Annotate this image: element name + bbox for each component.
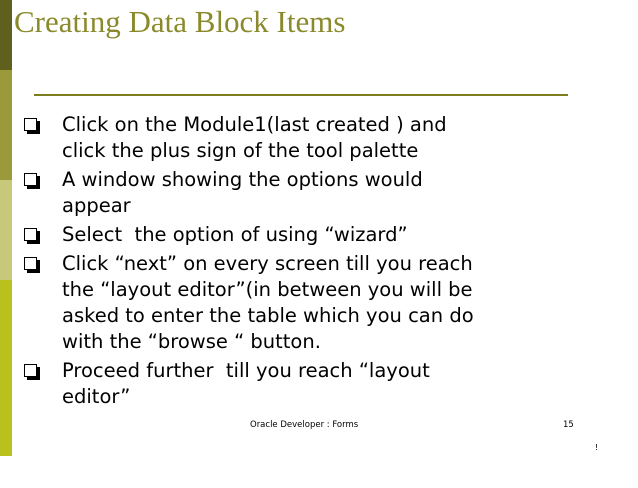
bullet-text-line: asked to enter the table which you can do (62, 304, 474, 327)
bullet-text-line: appear (62, 194, 131, 217)
square-bullet-icon (24, 173, 37, 186)
bullet-text-line: editor” (62, 385, 131, 408)
bullet-item (22, 167, 582, 219)
bullet-item (22, 251, 582, 355)
bullet-text-line: Select the option of using “wizard” (62, 223, 408, 246)
square-bullet-icon (24, 257, 37, 270)
bullet-text-line: the “layout editor”(in between you will be (62, 278, 473, 301)
bullet-text-line: Click on the Module1(last created ) and (62, 113, 447, 136)
left-accent-bar (0, 0, 12, 456)
accent-bar-segment (0, 0, 12, 70)
square-bullet-icon (24, 364, 37, 377)
square-bullet-icon (24, 118, 37, 131)
bullet-item (22, 222, 582, 248)
accent-bar-segment (0, 280, 12, 456)
accent-bar-segment (0, 180, 12, 280)
bullet-text-line: Click “next” on every screen till you reach (62, 252, 473, 275)
bullet-text-line: click the plus sign of the tool palette (62, 139, 419, 162)
title-underline (34, 94, 568, 96)
bullet-text-line: A window showing the options would (62, 168, 423, 191)
square-bullet-icon (24, 228, 37, 241)
slide-title: Creating Data Block Items (14, 4, 346, 39)
bullet-text-line: Proceed further till you reach “layout (62, 359, 430, 382)
corner-mark: ! (595, 443, 599, 452)
footer-text: Oracle Developer : Forms (250, 420, 359, 430)
bullet-item (22, 112, 582, 164)
bullet-item (22, 358, 582, 410)
accent-bar-segment (0, 70, 12, 180)
bullet-text-line: with the “browse “ button. (62, 330, 321, 353)
bullet-list (22, 112, 582, 413)
page-number: 15 (563, 420, 574, 430)
